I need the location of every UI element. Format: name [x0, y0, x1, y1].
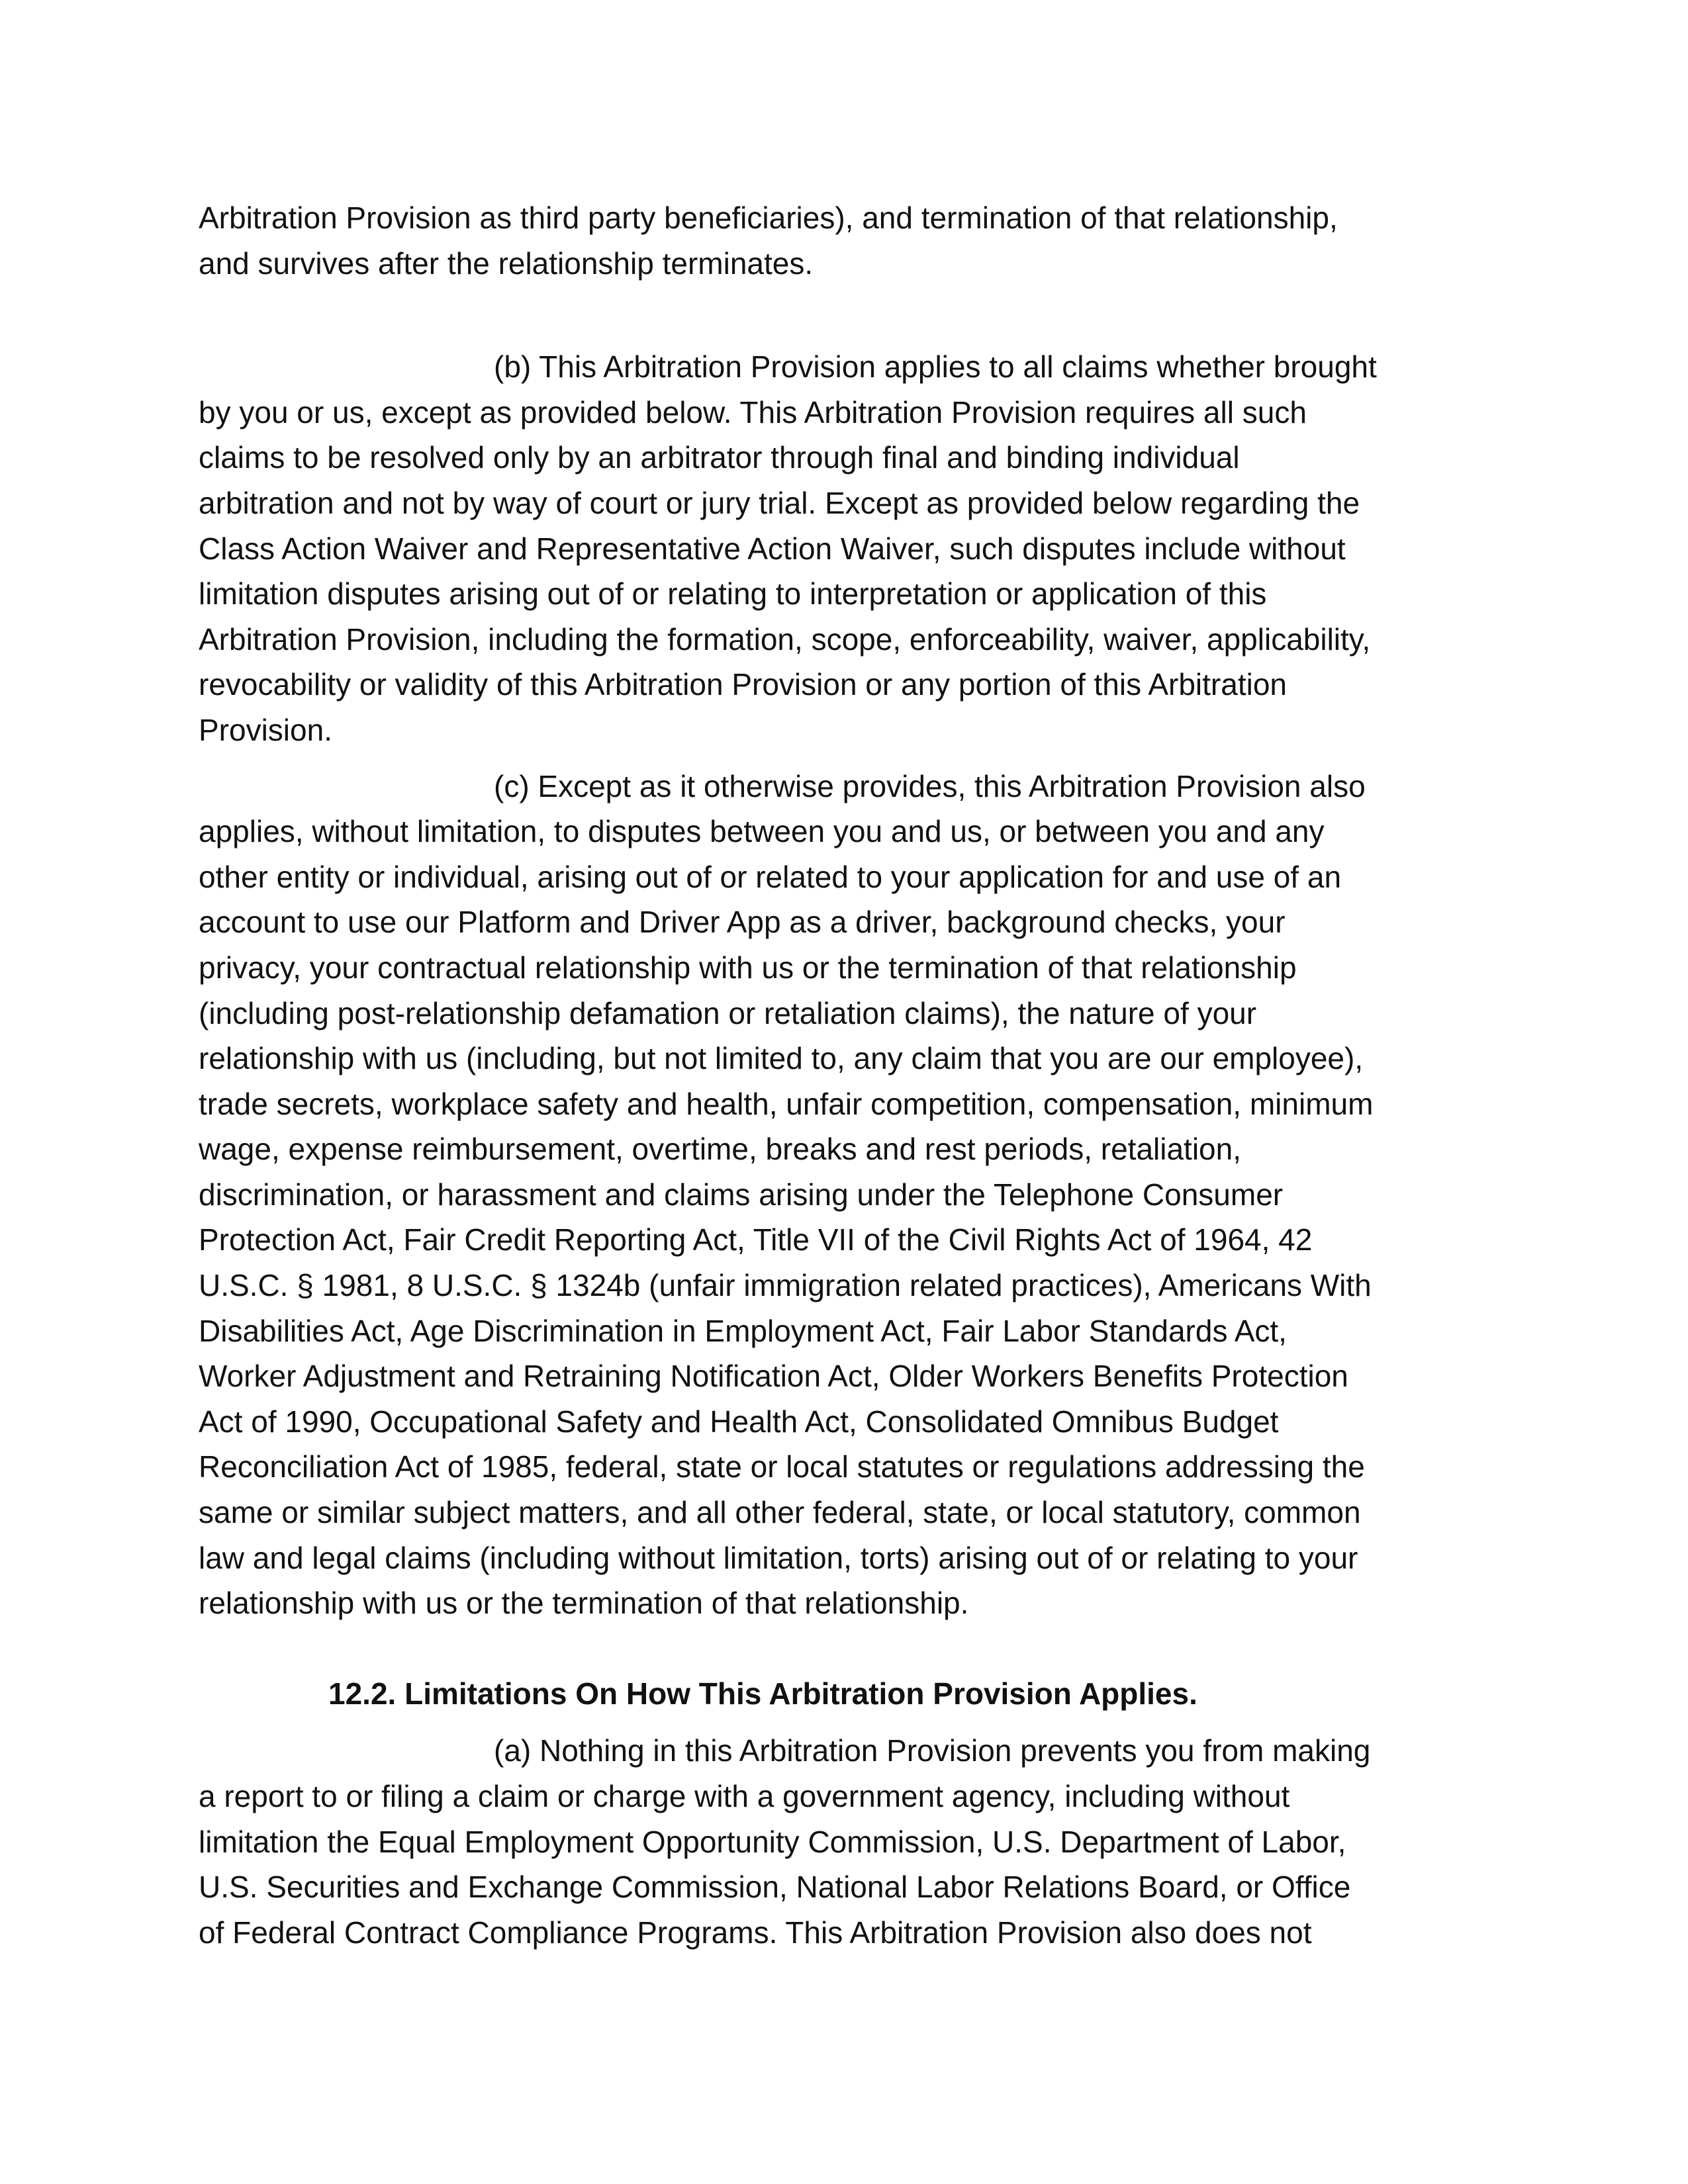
- paragraph-12-1-c-text: (c) Except as it otherwise provides, this Arbitration Provision also applies, without limitation, to disputes between you and us, or between you and any other entity or individual, arising out of or related to your application for and use of an account to use our Platform and Driver App as a driver, background checks, your privacy, your contractual relationship with us or the termination of that relationship (including post-relationship defamation or retaliation claims), the nature of your relationship with us (including, but not limited to, any claim that you are our employee), trade secrets, workplace safety and health, unfair competition, compensation, minimum wage, expense reimbursement, overtime, breaks and rest periods, retaliation, discrimination, or harassment and claims arising under the Telephone Consumer Protection Act, Fair Credit Reporting Act, Title VII of the Civil Rights Act of 1964, 42 U.S.C. § 1981, 8 U.S.C. § 1324b (unfair immigration related practices), Americans With Disabilities Act, Age Discrimination in Employment Act, Fair Labor Standards Act, Worker Adjustment and Retraining Notification Act, Older Workers Benefits Protection Act of 1990, Occupational Safety and Health Act, Consolidated Omnibus Budget Reconciliation Act of 1985, federal, state or local statutes or regulations addressing the same or similar subject matters, and all other federal, state, or local statutory, common law and legal claims (including without limitation, torts) arising out of or relating to your relationship with us or the termination of that relationship.: [199, 768, 1374, 1621]
- paragraph-12-1-b-text: (b) This Arbitration Provision applies to all claims whether brought by you or us, except as provided below. This Arbitration Provision requires all such claims to be resolved only by an arbitrator through final and binding individual arbitration and not by way of court or jury trial. Except as provided below regarding the Class Action Waiver and Representative Action Waiver, such disputes include without limitation disputes arising out of or relating to interpretation or application of this Arbitration Provision, including the formation, scope, enforceability, waiver, applicability, revocability or validity of this Arbitration Provision or any portion of this Arbitration Provision.: [199, 349, 1377, 747]
- document-page: [199, 195, 1489, 1955]
- paragraph-12-1-c: [199, 764, 1489, 1626]
- paragraph-continuation: Arbitration Provision as third party beneficiaries), and termination of that relationship, and survives after the relationship terminates.: [199, 201, 1338, 281]
- paragraph-12-2-a: [199, 1728, 1489, 1955]
- paragraph-12-1-b: [199, 344, 1489, 752]
- paragraph-12-2-a-text: (a) Nothing in this Arbitration Provision prevents you from making a report to or filing a claim or charge with a government agency, including without limitation the Equal Employment Opportunity Commission, U.S. Department of Labor, U.S. Securities and Exchange Commission, National Labor Relations Board, or Office of Federal Contract Compliance Programs. This Arbitration Provision also does not: [199, 1733, 1371, 1950]
- section-heading-12-2: 12.2. Limitations On How This Arbitration Provision Applies.: [328, 1676, 1197, 1711]
